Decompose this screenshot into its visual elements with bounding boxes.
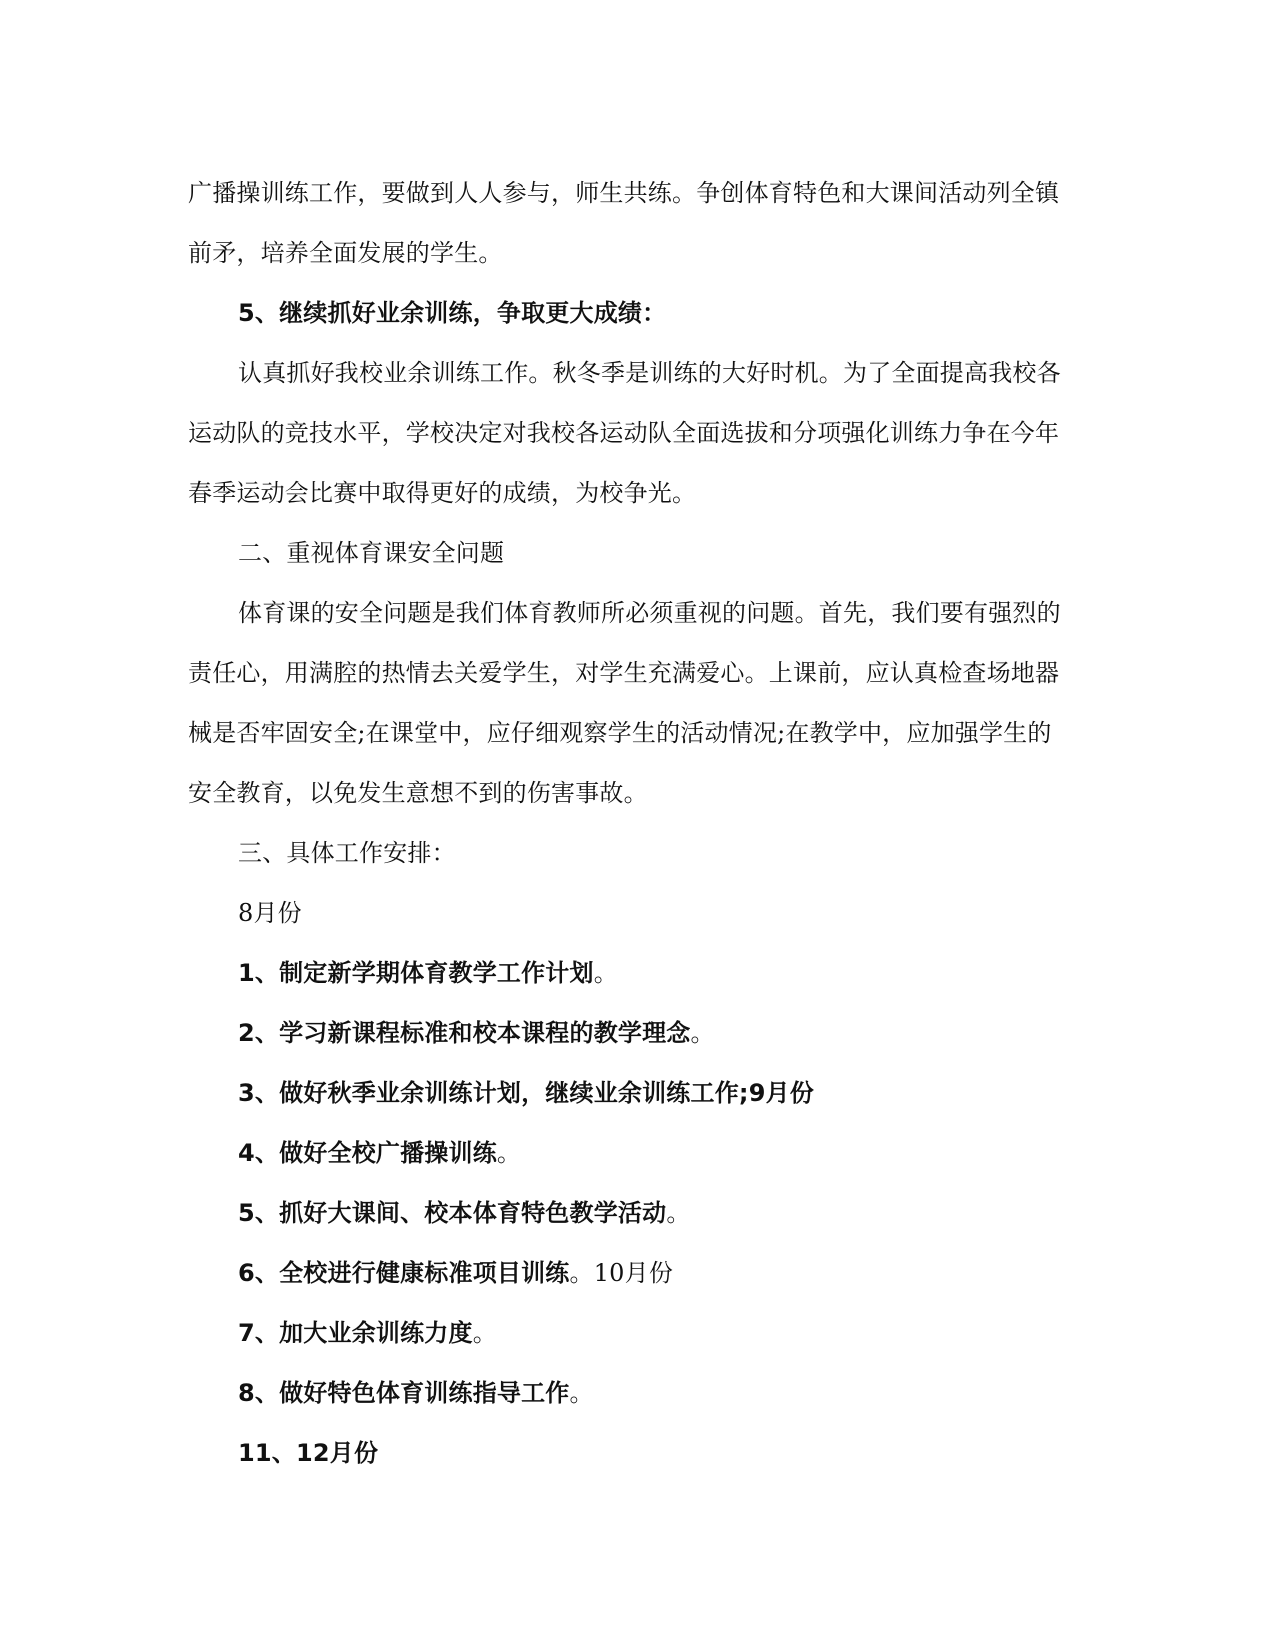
section-heading: 三、具体工作安排： xyxy=(238,839,456,867)
list-item-tail: 。 xyxy=(496,1139,522,1167)
list-item-text: 6、全校进行健康标准项目训练 xyxy=(238,1259,570,1287)
list-item xyxy=(188,1183,1088,1243)
list-item xyxy=(188,1123,1088,1183)
paragraph-line: 械是否牢固安全;在课堂中，应仔细观察学生的活动情况;在教学中，应加强学生的 xyxy=(188,719,1052,747)
paragraph-line: 安全教育，以免发生意想不到的伤害事故。 xyxy=(188,779,648,807)
list-item xyxy=(188,943,1088,1003)
list-item-text: 3、做好秋季业余训练计划，继续业余训练工作;9月份 xyxy=(238,1079,814,1107)
list-item-tail: 。 xyxy=(593,959,618,987)
section-heading: 二、重视体育课安全问题 xyxy=(238,539,505,567)
list-item-tail: 。 xyxy=(472,1319,497,1347)
document-body xyxy=(188,163,1088,1483)
section-heading: 5、继续抓好业余训练，争取更大成绩： xyxy=(238,299,667,327)
list-item xyxy=(188,1003,1088,1063)
list-item-text: 8、做好特色体育训练指导工作 xyxy=(238,1379,570,1407)
paragraph-line: 广播操训练工作，要做到人人参与，师生共练。争创体育特色和大课间活动列全镇 xyxy=(188,179,1060,207)
list-item-text: 5、抓好大课间、校本体育特色教学活动 xyxy=(238,1199,667,1227)
list-item-text: 7、加大业余训练力度 xyxy=(238,1319,473,1347)
list-item xyxy=(188,1303,1088,1363)
paragraph-line: 运动队的竞技水平，学校决定对我校各运动队全面选拔和分项强化训练力争在今年 xyxy=(188,419,1060,447)
paragraph-line: 责任心，用满腔的热情去关爱学生，对学生充满爱心。上课前，应认真检查场地器 xyxy=(188,659,1060,687)
list-item xyxy=(188,1363,1088,1423)
list-item-tail: 。 xyxy=(690,1019,715,1047)
list-item xyxy=(188,1243,1088,1303)
paragraph-line: 前矛，培养全面发展的学生。 xyxy=(188,239,503,267)
list-item-tail: 。10月份 xyxy=(569,1259,674,1287)
paragraph-line: 体育课的安全问题是我们体育教师所必须重视的问题。首先，我们要有强烈的 xyxy=(238,599,1061,627)
list-item-text: 11、12月份 xyxy=(238,1439,379,1467)
list-item-text: 1、制定新学期体育教学工作计划 xyxy=(238,959,594,987)
paragraph-line: 春季运动会比赛中取得更好的成绩，为校争光。 xyxy=(188,479,697,507)
list-item-text: 2、学习新课程标准和校本课程的教学理念 xyxy=(238,1019,691,1047)
paragraph-line: 认真抓好我校业余训练工作。秋冬季是训练的大好时机。为了全面提高我校各 xyxy=(238,359,1061,387)
list-item xyxy=(188,1063,1088,1123)
list-item-tail: 。 xyxy=(569,1379,594,1407)
list-item-tail: 。 xyxy=(666,1199,691,1227)
list-item xyxy=(188,1423,1088,1483)
list-item-text: 4、做好全校广播操训练 xyxy=(238,1139,497,1167)
month-label: 8月份 xyxy=(238,899,302,927)
